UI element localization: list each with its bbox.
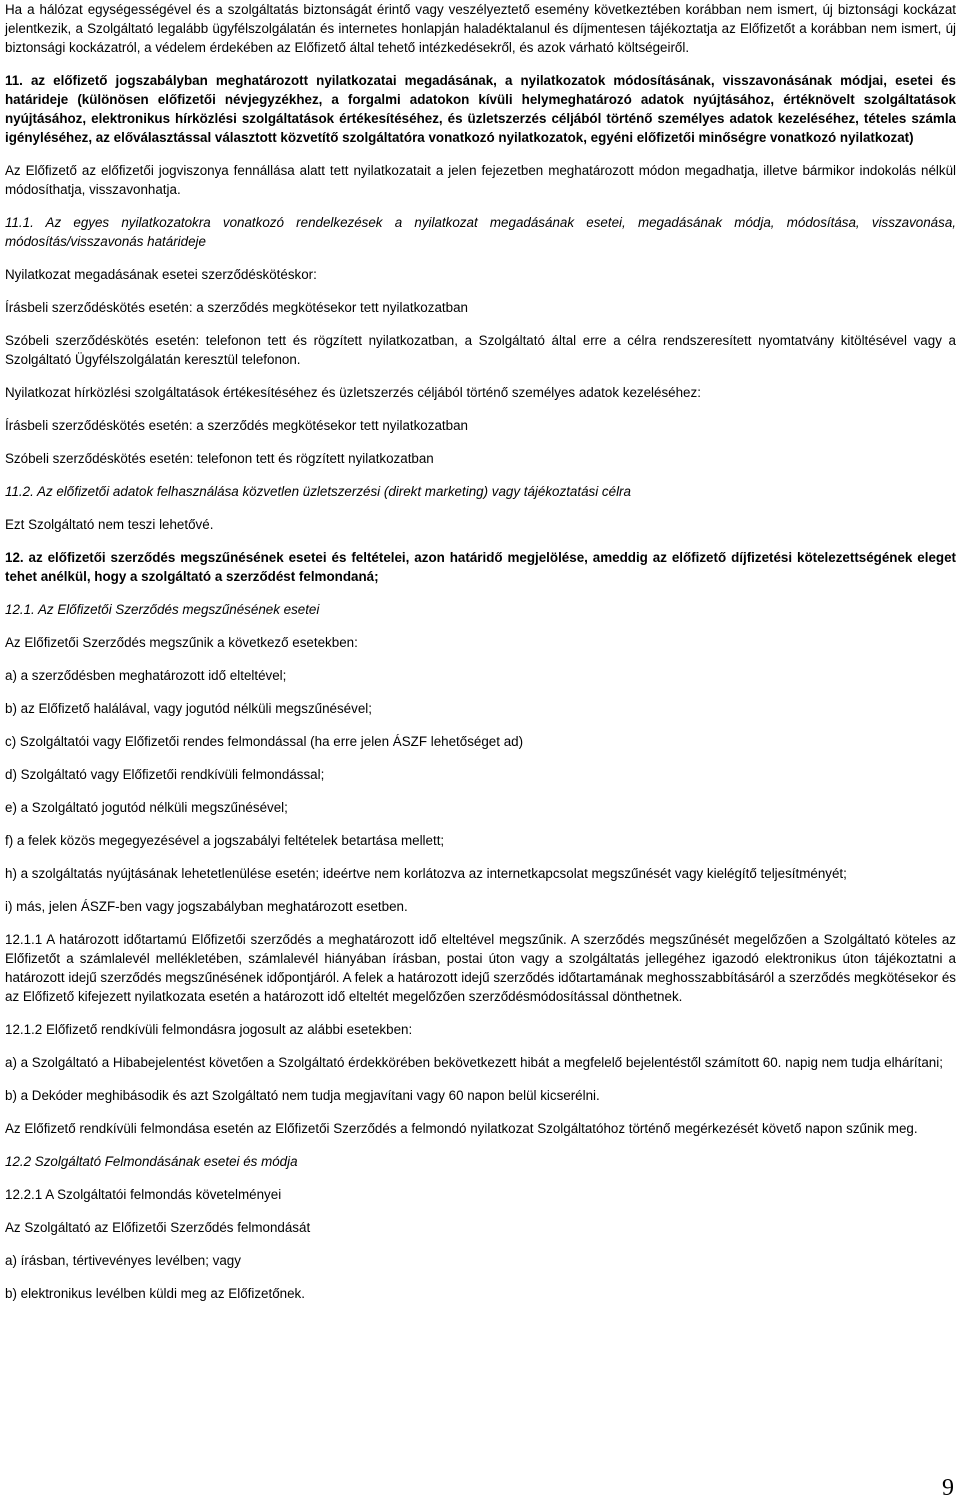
section-12-heading: 12. az előfizetői szerződés megszűnésének esetei és feltételei, azon határidő megjelölése, ameddig az előfizető díjfizetési kötelezettségének eleget tehet anélkül, hogy a szolgáltató a szerződést felmondaná; <box>5 550 956 584</box>
security-risk-paragraph: Ha a hálózat egységességével és a szolgáltatás biztonságát érintő vagy veszélyeztető esemény következtében korábban nem ismert, új biztonsági kockázat jelentkezik, a Szolgáltató legalább ügyfélszolgálatán és internetes honlapján haladéktalanul és díjmentesen tájékoztatja az Előfizetőt a korábban nem ismert, új biztonsági kockázatról, a védelem érdekében az Előfizető által tehető intézkedésekről, és azok várható költségeiről. <box>5 2 956 55</box>
paragraph: Az Előfizető rendkívüli felmondása esetén az Előfizetői Szerződés a felmondó nyilatkozat Szolgáltatóhoz történő megérkezését követő napon szűnik meg. <box>5 1121 918 1136</box>
list-item: a) a szerződésben meghatározott idő elteltével; <box>5 668 287 683</box>
section-11-heading: 11. az előfizető jogszabályban meghatározott nyilatkozatai megadásának, a nyilatkozatok módosításának, visszavonásának módjai, esetei és határideje (különösen előfizetői névjegyzékhez, a forgalmi adatokon kívüli helymeghatározó adatok nyújtásához, értéknövelt szolgáltatások nyújtásához, elektronikus hírközlési szolgáltatások értékesítéséhez, és üzletszerzés céljából történő személyes adatok kezeléséhez, tételes számla igényléséhez, az előválasztással választott közvetítő szolgáltatóra vonatkozó nyilatkozatok, egyéni előfizetői minőségre vonatkozó nyilatkozat) <box>5 73 956 145</box>
list-item: f) a felek közös megegyezésével a jogszabályi feltételek betartása mellett; <box>5 833 445 848</box>
paragraph: Szóbeli szerződéskötés esetén: telefonon tett és rögzített nyilatkozatban, a Szolgáltató által erre a célra rendszeresített nyomtatvány kitöltésével vagy a Szolgáltató Ügyfélszolgálatán keresztül telefonon. <box>5 333 956 367</box>
paragraph: Írásbeli szerződéskötés esetén: a szerződés megkötésekor tett nyilatkozatban <box>5 300 468 315</box>
document-body <box>5 0 956 1303</box>
list-item: a) írásban, tértivevényes levélben; vagy <box>5 1253 241 1268</box>
page-number: 9 <box>942 1475 954 1501</box>
paragraph: Az Szolgáltató az Előfizetői Szerződés felmondását <box>5 1220 311 1235</box>
list-item: d) Szolgáltató vagy Előfizetői rendkívüli felmondással; <box>5 767 325 782</box>
section-12-2-heading: 12.2 Szolgáltató Felmondásának esetei és módja <box>5 1154 298 1169</box>
paragraph: Nyilatkozat hírközlési szolgáltatások értékesítéséhez és üzletszerzés céljából történő személyes adatok kezeléséhez: <box>5 385 701 400</box>
paragraph: 12.1.2 Előfizető rendkívüli felmondásra jogosult az alábbi esetekben: <box>5 1022 413 1037</box>
list-item: i) más, jelen ÁSZF-ben vagy jogszabályban meghatározott esetben. <box>5 899 408 914</box>
list-item: b) az Előfizető halálával, vagy jogutód nélküli megszűnésével; <box>5 701 372 716</box>
paragraph: Nyilatkozat megadásának esetei szerződéskötéskor: <box>5 267 317 282</box>
list-item: c) Szolgáltatói vagy Előfizetői rendes felmondással (ha erre jelen ÁSZF lehetőséget ad) <box>5 734 524 749</box>
paragraph: Az Előfizetői Szerződés megszűnik a következő esetekben: <box>5 635 358 650</box>
list-item: e) a Szolgáltató jogutód nélküli megszűnésével; <box>5 800 288 815</box>
section-11-2-heading: 11.2. Az előfizetői adatok felhasználása közvetlen üzletszerzési (direkt marketing) vagy tájékoztatási célra <box>5 484 631 499</box>
paragraph: Az Előfizető az előfizetői jogviszonya fennállása alatt tett nyilatkozatait a jelen fejezetben meghatározott módon megadhatja, illetve bármikor indokolás nélkül módosíthatja, visszavonhatja. <box>5 163 956 197</box>
paragraph: 12.1.1 A határozott időtartamú Előfizetői szerződés a meghatározott idő elteltével megszűnik. A szerződés megszűnését megelőzően a Szolgáltató köteles az Előfizetőt a számlalevél mellékletében, számlalevél hiányában írásban, postai úton vagy a szolgáltatás jellegéhez igazodó elektronikus úton tájékoztatni a határozott idejű szerződés megszűnésének időpontjáról. A felek a határozott idejű szerződés időtartamának meghosszabbításáról a szerződés megkötésekor és az Előfizető kifejezett nyilatkozata esetén a határozott idő elteltét megelőzően szerződésmódosítással dönthetnek. <box>5 932 956 1004</box>
paragraph: Írásbeli szerződéskötés esetén: a szerződés megkötésekor tett nyilatkozatban <box>5 418 468 433</box>
paragraph: Ezt Szolgáltató nem teszi lehetővé. <box>5 517 214 532</box>
list-item: a) a Szolgáltató a Hibabejelentést követően a Szolgáltató érdekkörében bekövetkezett hibát a megfelelő bejelentéstől számított 60. napig nem tudja elhárítani; <box>5 1055 943 1070</box>
list-item: b) a Dekóder meghibásodik és azt Szolgáltató nem tudja megjavítani vagy 60 napon belül kicserélni. <box>5 1088 600 1103</box>
list-item: h) a szolgáltatás nyújtásának lehetetlenülése esetén; ideértve nem korlátozva az internetkapcsolat megszűnését vagy kielégítő teljesítményét; <box>5 866 847 881</box>
section-11-1-heading: 11.1. Az egyes nyilatkozatokra vonatkozó rendelkezések a nyilatkozat megadásának esetei, megadásának módja, módosítása, visszavonása, módosítás/visszavonás határideje <box>5 215 956 249</box>
list-item: b) elektronikus levélben küldi meg az Előfizetőnek. <box>5 1286 305 1301</box>
paragraph: 12.2.1 A Szolgáltatói felmondás követelményei <box>5 1187 282 1202</box>
section-12-1-heading: 12.1. Az Előfizetői Szerződés megszűnésének esetei <box>5 602 320 617</box>
paragraph: Szóbeli szerződéskötés esetén: telefonon tett és rögzített nyilatkozatban <box>5 451 434 466</box>
